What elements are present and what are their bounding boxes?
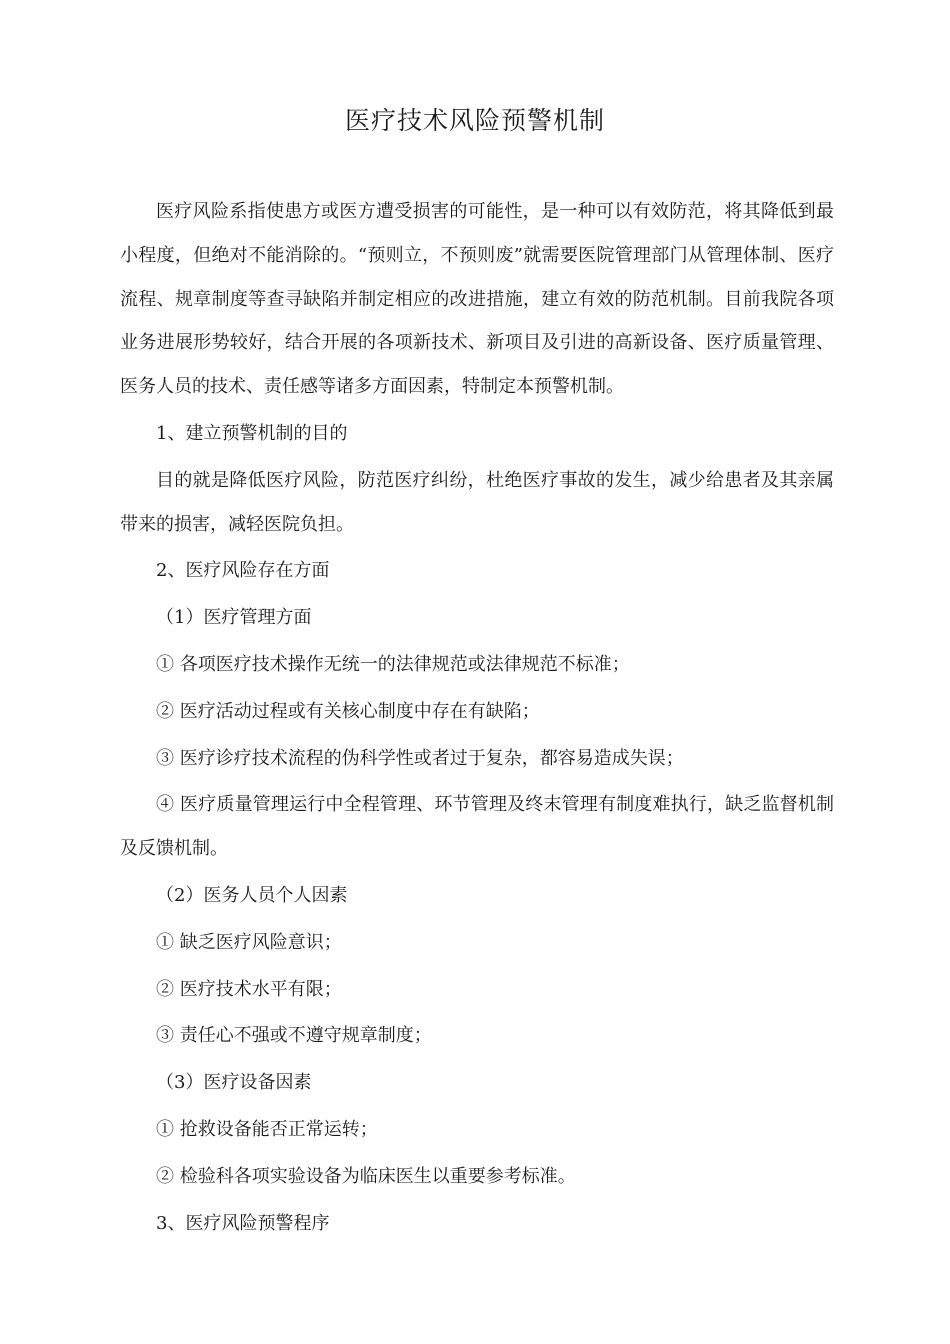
subheading-equipment: （3）医疗设备因素 xyxy=(156,1072,312,1094)
heading-section-3: 3、医疗风险预警程序 xyxy=(156,1212,330,1234)
paragraph-intro: 医疗风险系指使患方或医方遭受损害的可能性，是一种可以有效防范，将其降低到最小程度，但绝对不能消除的。“预则立，不预则废”就需要医院管理部门从管理体制、医疗流程、规章制度等查寻缺陷并制定相应的改进措施，建立有效的防范机制。目前我院各项业务进展形势较好，结合开展的各项新技术、新项目及引进的高新设备、医疗质量管理、医务人员的技术、责任感等诸多方面因素，特制定本预警机制。 xyxy=(120,201,834,398)
list-item: ④ 医疗质量管理运行中全程管理、环节管理及终末管理有制度难执行，缺乏监督机制及反馈机制。 xyxy=(120,794,834,860)
list-item: ③ 医疗诊疗技术流程的伪科学性或者过于复杂，都容易造成失误； xyxy=(156,747,684,769)
paragraph-purpose: 目的就是降低医疗风险，防范医疗纠纷，杜绝医疗事故的发生，减少给患者及其亲属带来的损害，减轻医院负担。 xyxy=(120,469,834,535)
heading-section-2: 2、医疗风险存在方面 xyxy=(156,560,330,582)
list-item: ① 缺乏医疗风险意识； xyxy=(156,931,342,953)
subheading-management: （1）医疗管理方面 xyxy=(156,607,312,629)
document-title: 医疗技术风险预警机制 xyxy=(344,106,605,135)
list-item: ③ 责任心不强或不遵守规章制度； xyxy=(156,1025,432,1047)
document-body xyxy=(120,190,834,1248)
list-item: ② 医疗活动过程或有关核心制度中存在有缺陷； xyxy=(156,700,540,722)
subheading-personnel: （2）医务人员个人因素 xyxy=(156,884,348,906)
heading-section-1: 1、建立预警机制的目的 xyxy=(156,422,348,444)
list-item: ① 各项医疗技术操作无统一的法律规范或法律规范不标准； xyxy=(156,653,630,675)
list-item: ② 医疗技术水平有限； xyxy=(156,978,342,1000)
list-item: ① 抢救设备能否正常运转； xyxy=(156,1118,378,1140)
list-item: ② 检验科各项实验设备为临床医生以重要参考标准。 xyxy=(156,1165,576,1187)
